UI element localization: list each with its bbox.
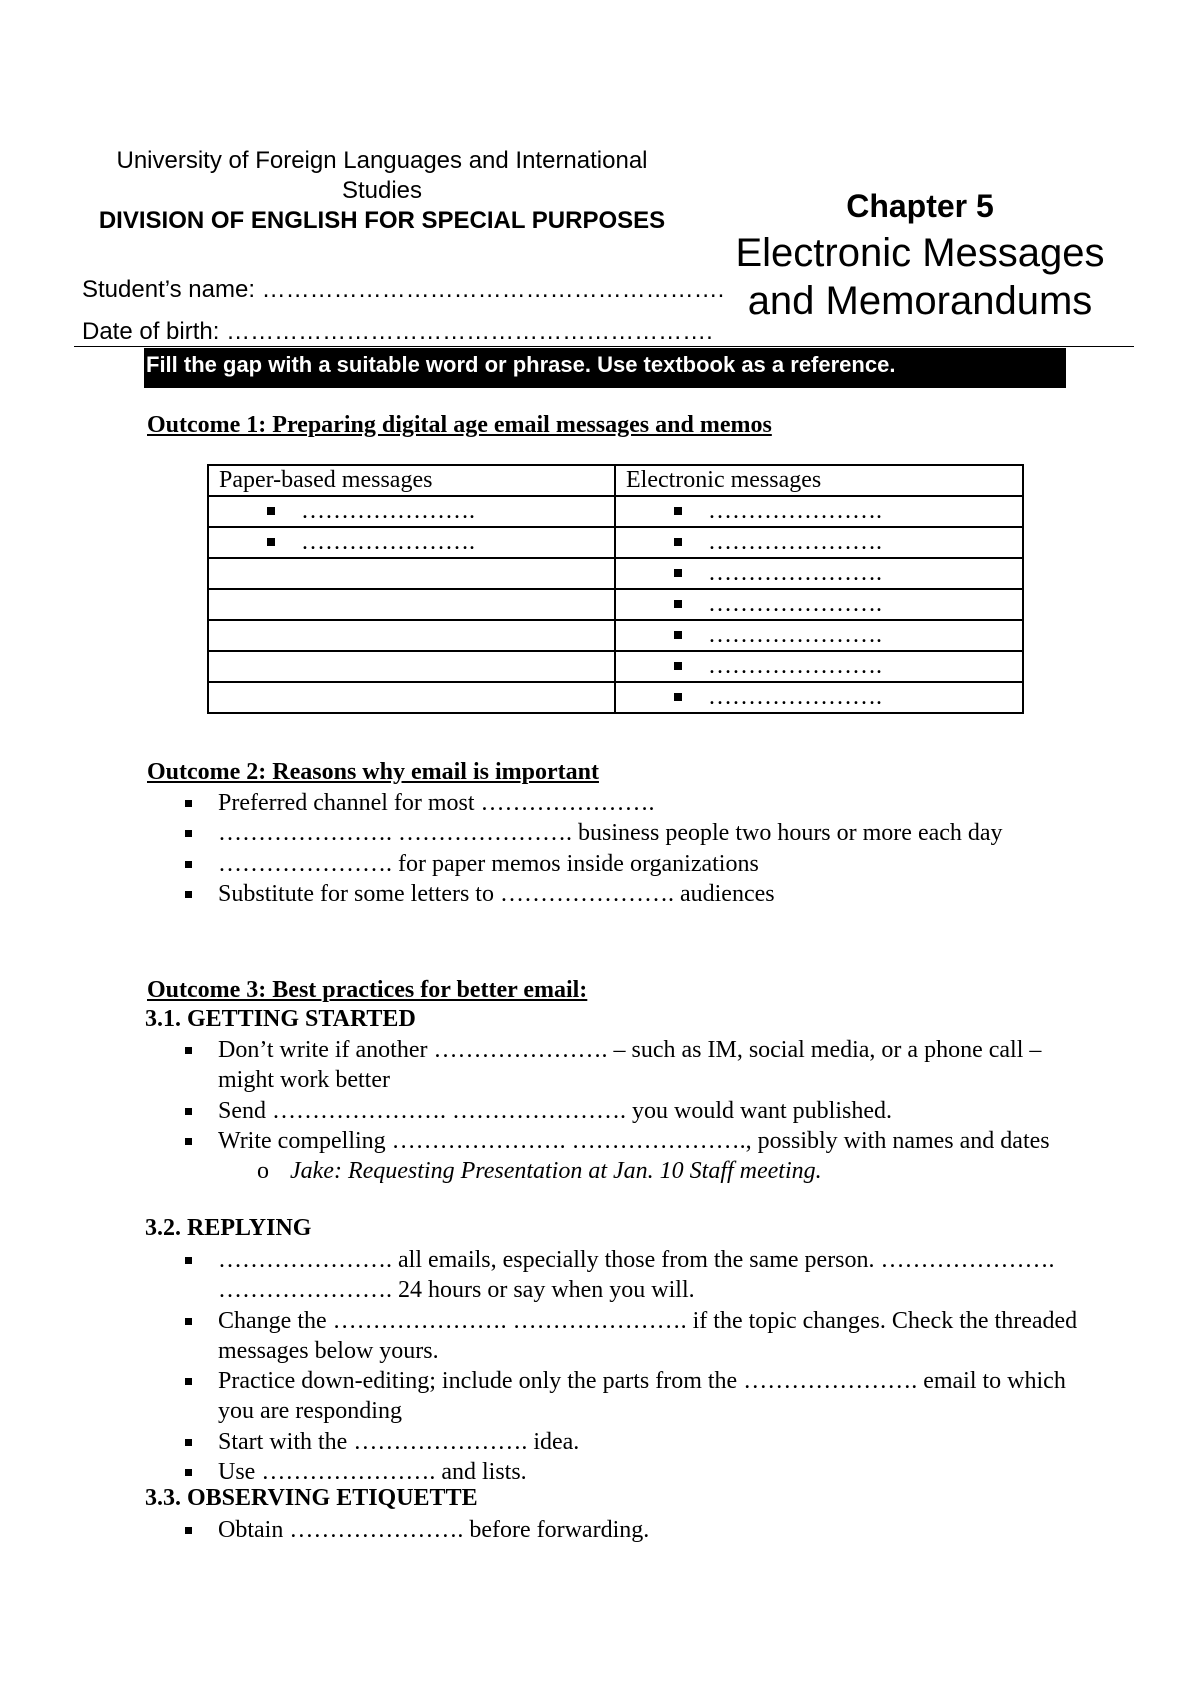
list-item <box>180 788 1080 818</box>
section-3-2-title: 3.2. REPLYING <box>145 1215 312 1241</box>
list-item-text: Start with the …………………. idea. <box>218 1428 580 1455</box>
example-text: Jake: Requesting Presentation at Jan. 10 Staff meeting. <box>290 1158 822 1185</box>
blank-text: …………………. <box>708 684 882 710</box>
bullet-icon <box>185 1378 192 1385</box>
list-item-text: Change the …………………. …………………. if the topic changes. Check the threaded messages below yours. <box>218 1307 1078 1364</box>
table-cell <box>615 620 1023 651</box>
bullet-icon <box>185 1318 192 1325</box>
date-of-birth-field: Date of birth: ……………………………………………………. <box>82 318 713 345</box>
blank-text: …………………. <box>708 591 882 617</box>
bullet-icon <box>185 1047 192 1054</box>
outcome1-heading: Outcome 1: Preparing digital age email messages and memos <box>147 412 772 438</box>
blank-text: …………………. <box>301 529 475 555</box>
list-item-text: Send …………………. …………………. you would want published. <box>218 1097 892 1124</box>
list-item <box>180 1126 1080 1156</box>
list-item-text: Substitute for some letters to …………………. audiences <box>218 880 775 907</box>
blank-text: …………………. <box>708 498 882 524</box>
university-name: University of Foreign Languages and International Studies <box>116 147 648 204</box>
section-3-1-title: 3.1. GETTING STARTED <box>145 1006 416 1032</box>
list-item <box>180 1515 1080 1545</box>
header-right <box>700 185 1140 325</box>
header-rule <box>74 346 1134 347</box>
bullet-icon <box>267 507 275 515</box>
list-item <box>180 1366 1080 1427</box>
list-item-text: Preferred channel for most …………………. <box>218 790 655 816</box>
bullet-icon <box>185 1439 192 1446</box>
list-item <box>180 1457 1080 1487</box>
bullet-icon <box>674 600 682 608</box>
table-row <box>208 620 1023 651</box>
list-item-text: Practice down-editing; include only the parts from the …………………. email to which you are responding <box>218 1368 1066 1425</box>
table-cell <box>208 651 615 682</box>
bullet-icon <box>185 861 192 868</box>
table-row <box>208 558 1023 589</box>
list-item <box>180 818 1080 848</box>
section-3-2-list <box>180 1245 1080 1487</box>
table-cell <box>615 651 1023 682</box>
outcome2-list <box>180 788 1080 909</box>
section-3-3-list <box>180 1515 1080 1545</box>
table-cell <box>208 496 615 527</box>
bullet-icon <box>185 1257 192 1264</box>
student-name-field: Student’s name: …………………………………………………. <box>82 276 725 303</box>
section-3-3-title: 3.3. OBSERVING ETIQUETTE <box>145 1485 478 1511</box>
bullet-icon <box>185 1138 192 1145</box>
chapter-title-line2: and Memorandums <box>747 279 1093 323</box>
table-header-row <box>208 465 1023 496</box>
bullet-icon <box>185 800 192 807</box>
bullet-icon <box>185 1527 192 1534</box>
table-cell <box>615 527 1023 558</box>
table-header-paper: Paper-based messages <box>208 465 615 496</box>
table-cell <box>208 558 615 589</box>
table-cell <box>208 682 615 713</box>
bullet-icon <box>185 830 192 837</box>
table-row <box>208 589 1023 620</box>
blank-text: …………………. <box>708 560 882 586</box>
list-item-text: Write compelling …………………. …………………., possibly with names and dates <box>218 1127 1050 1154</box>
bullet-icon <box>674 507 682 515</box>
table-row <box>208 651 1023 682</box>
bullet-icon <box>674 662 682 670</box>
table-header-electronic: Electronic messages <box>615 465 1023 496</box>
list-item <box>180 1306 1080 1367</box>
bullet-icon <box>185 891 192 898</box>
table-cell <box>615 682 1023 713</box>
bullet-icon <box>674 538 682 546</box>
outcome2-heading: Outcome 2: Reasons why email is important <box>147 759 599 785</box>
table-cell <box>615 496 1023 527</box>
list-item <box>180 1245 1080 1306</box>
blank-text: …………………. <box>708 529 882 555</box>
example-item <box>180 1156 1080 1186</box>
list-item-text: …………………. for paper memos inside organizations <box>218 850 759 877</box>
table-row <box>208 682 1023 713</box>
list-item <box>180 1096 1080 1126</box>
outcome3-heading: Outcome 3: Best practices for better email: <box>147 977 588 1003</box>
table-cell <box>615 589 1023 620</box>
table-cell <box>615 558 1023 589</box>
list-item-text: Use …………………. and lists. <box>218 1459 527 1486</box>
list-item-text: Obtain …………………. before forwarding. <box>218 1517 650 1543</box>
list-item-text: …………………. …………………. business people two hours or more each day <box>218 820 1003 847</box>
list-item-text: Don’t write if another …………………. – such as IM, social media, or a phone call – might work better <box>218 1037 1042 1094</box>
section-3-1-list <box>180 1035 1080 1186</box>
list-item <box>180 849 1080 879</box>
chapter-title <box>700 229 1140 325</box>
instruction-banner: Fill the gap with a suitable word or phrase. Use textbook as a reference. <box>144 348 1066 388</box>
bullet-icon <box>674 569 682 577</box>
table-row <box>208 527 1023 558</box>
division-name: DIVISION OF ENGLISH FOR SPECIAL PURPOSES <box>98 207 666 234</box>
chapter-number: Chapter 5 <box>846 188 994 224</box>
table-cell <box>208 589 615 620</box>
list-item <box>180 879 1080 909</box>
blank-text: …………………. <box>301 498 475 524</box>
table-cell <box>208 620 615 651</box>
messages-table <box>207 464 1024 714</box>
bullet-icon <box>267 538 275 546</box>
list-item <box>180 1035 1080 1096</box>
list-item <box>180 1427 1080 1457</box>
blank-text: …………………. <box>708 622 882 648</box>
list-item-text: …………………. all emails, especially those from the same person. …………………. …………………. 24 hours or say when you will. <box>218 1247 1055 1304</box>
blank-text: …………………. <box>708 653 882 679</box>
table-row <box>208 496 1023 527</box>
bullet-icon <box>185 1469 192 1476</box>
bullet-icon <box>674 693 682 701</box>
table-cell <box>208 527 615 558</box>
chapter-title-line1: Electronic Messages <box>735 231 1105 275</box>
bullet-icon <box>185 1108 192 1115</box>
bullet-icon <box>674 631 682 639</box>
circle-bullet-icon: o <box>257 1158 269 1185</box>
